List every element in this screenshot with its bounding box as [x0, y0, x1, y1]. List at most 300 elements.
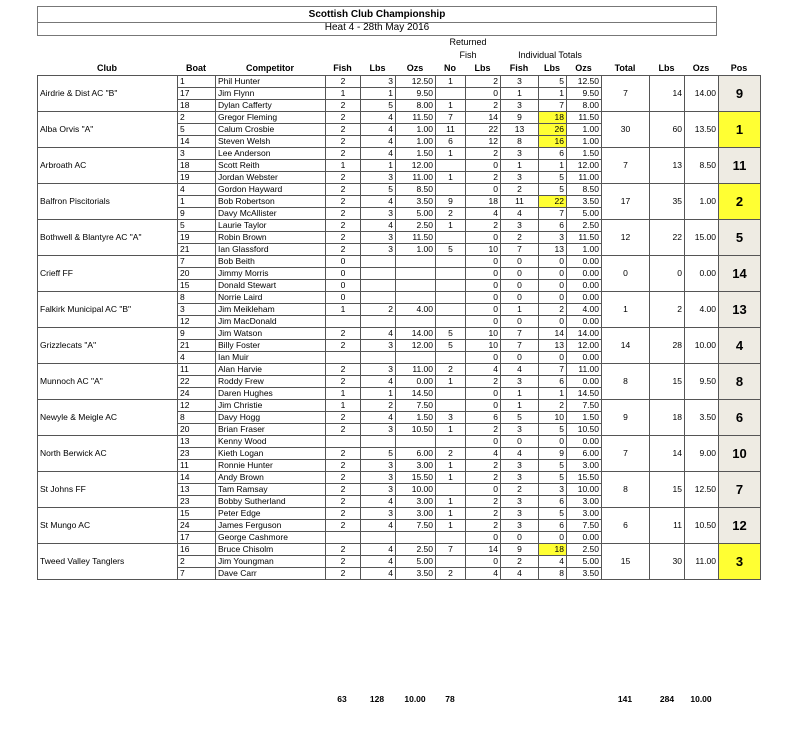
grand-total-tozs: 10.00: [690, 694, 712, 704]
club-position: 4: [719, 328, 761, 364]
weight-lbs: 4: [361, 112, 396, 124]
individual-fish: 1: [501, 388, 539, 400]
boat-number: 13: [178, 484, 216, 496]
weight-ozs: 3.50: [396, 196, 436, 208]
header-total-lbs: Lbs: [658, 63, 675, 73]
individual-ozs: 0.00: [567, 292, 602, 304]
club-total-lbs: 14: [650, 76, 685, 112]
individual-lbs: 0: [539, 532, 567, 544]
returned-no: 6: [436, 136, 466, 148]
individual-lbs: 0: [539, 436, 567, 448]
individual-ozs: 0.00: [567, 352, 602, 364]
individual-lbs: 5: [539, 76, 567, 88]
boat-number: 3: [178, 304, 216, 316]
club-name: Bothwell & Blantyre AC "A": [38, 220, 178, 256]
competitor-name: Davy Hogg: [216, 412, 326, 424]
club-position: 12: [719, 508, 761, 544]
individual-ozs: 5.00: [567, 208, 602, 220]
individual-ozs: 0.00: [567, 256, 602, 268]
individual-fish: 1: [501, 304, 539, 316]
individual-lbs: 22: [539, 196, 567, 208]
competitor-name: Jordan Webster: [216, 172, 326, 184]
page-title: Scottish Club Championship: [37, 6, 717, 23]
returned-lbs: 2: [466, 172, 501, 184]
weight-ozs: 10.00: [396, 484, 436, 496]
weight-ozs: 3.00: [396, 508, 436, 520]
individual-ozs: 1.00: [567, 136, 602, 148]
fish-count: 2: [326, 484, 361, 496]
boat-number: 2: [178, 556, 216, 568]
returned-no: 9: [436, 196, 466, 208]
individual-ozs: 0.00: [567, 532, 602, 544]
club-total-ozs: 1.00: [685, 184, 719, 220]
club-total: 15: [602, 544, 650, 580]
individual-lbs: 7: [539, 100, 567, 112]
fish-count: 2: [326, 244, 361, 256]
boat-number: 19: [178, 232, 216, 244]
individual-ozs: 11.50: [567, 112, 602, 124]
individual-ozs: 10.00: [567, 484, 602, 496]
grand-total-fish: 63: [337, 694, 347, 704]
fish-count: 2: [326, 556, 361, 568]
returned-lbs: 2: [466, 520, 501, 532]
individual-ozs: 14.00: [567, 328, 602, 340]
header-competitor: Competitor: [246, 63, 294, 73]
competitor-name: Scott Reith: [216, 160, 326, 172]
club-total-ozs: 15.00: [685, 220, 719, 256]
club-total: 14: [602, 328, 650, 364]
individual-ozs: 2.50: [567, 220, 602, 232]
weight-lbs: 3: [361, 472, 396, 484]
club-total-ozs: 9.50: [685, 364, 719, 400]
weight-ozs: 11.00: [396, 364, 436, 376]
individual-lbs: 5: [539, 184, 567, 196]
weight-ozs: 11.50: [396, 232, 436, 244]
individual-lbs: 1: [539, 160, 567, 172]
boat-number: 20: [178, 268, 216, 280]
individual-lbs: 0: [539, 316, 567, 328]
table-row: [38, 328, 761, 340]
boat-number: 24: [178, 520, 216, 532]
club-total-lbs: 2: [650, 292, 685, 328]
fish-count: 2: [326, 496, 361, 508]
weight-ozs: 10.50: [396, 424, 436, 436]
boat-number: 4: [178, 352, 216, 364]
weight-lbs: 4: [361, 148, 396, 160]
returned-no: [436, 556, 466, 568]
returned-lbs: 2: [466, 76, 501, 88]
individual-fish: 3: [501, 472, 539, 484]
competitor-name: Davy McAllister: [216, 208, 326, 220]
header-lbs: Lbs: [369, 63, 386, 73]
competitor-name: Ian Muir: [216, 352, 326, 364]
individual-ozs: 1.50: [567, 148, 602, 160]
returned-lbs: 2: [466, 424, 501, 436]
competitor-name: Jim Watson: [216, 328, 326, 340]
weight-lbs: 4: [361, 220, 396, 232]
individual-ozs: 7.50: [567, 400, 602, 412]
weight-ozs: 9.50: [396, 88, 436, 100]
weight-ozs: 7.50: [396, 520, 436, 532]
competitor-name: Jim Flynn: [216, 88, 326, 100]
fish-count: 2: [326, 208, 361, 220]
individual-ozs: 5.00: [567, 556, 602, 568]
club-total-lbs: 35: [650, 184, 685, 220]
header-ind-lbs: Lbs: [543, 63, 560, 73]
returned-lbs: 0: [466, 352, 501, 364]
weight-lbs: 4: [361, 544, 396, 556]
weight-lbs: 2: [361, 400, 396, 412]
returned-no: 1: [436, 172, 466, 184]
boat-number: 9: [178, 328, 216, 340]
fish-count: 2: [326, 508, 361, 520]
boat-number: 13: [178, 436, 216, 448]
returned-no: 1: [436, 472, 466, 484]
individual-ozs: 14.50: [567, 388, 602, 400]
weight-ozs: [396, 352, 436, 364]
fish-count: 2: [326, 112, 361, 124]
club-total-ozs: 10.00: [685, 328, 719, 364]
individual-lbs: 2: [539, 400, 567, 412]
competitor-name: Dave Carr: [216, 568, 326, 580]
returned-no: 5: [436, 244, 466, 256]
weight-lbs: 3: [361, 424, 396, 436]
returned-no: 1: [436, 76, 466, 88]
returned-no: 5: [436, 340, 466, 352]
club-name: North Berwick AC: [38, 436, 178, 472]
individual-lbs: 6: [539, 148, 567, 160]
fish-count: 2: [326, 100, 361, 112]
individual-lbs: 26: [539, 124, 567, 136]
competitor-name: Brian Fraser: [216, 424, 326, 436]
weight-lbs: 2: [361, 304, 396, 316]
returned-no: 7: [436, 112, 466, 124]
returned-no: [436, 388, 466, 400]
boat-number: 8: [178, 412, 216, 424]
boat-number: 24: [178, 388, 216, 400]
boat-number: 20: [178, 424, 216, 436]
individual-fish: 3: [501, 172, 539, 184]
individual-fish: 2: [501, 184, 539, 196]
individual-ozs: 4.00: [567, 304, 602, 316]
returned-lbs: 18: [466, 196, 501, 208]
weight-ozs: 14.00: [396, 328, 436, 340]
competitor-name: Ronnie Hunter: [216, 460, 326, 472]
weight-ozs: 1.50: [396, 148, 436, 160]
returned-lbs: 0: [466, 160, 501, 172]
returned-lbs: 0: [466, 436, 501, 448]
returned-no: 1: [436, 496, 466, 508]
individual-fish: 1: [501, 400, 539, 412]
weight-ozs: 2.50: [396, 544, 436, 556]
individual-ozs: 11.00: [567, 172, 602, 184]
individual-fish: 2: [501, 232, 539, 244]
weight-ozs: 11.50: [396, 112, 436, 124]
club-name: Falkirk Municipal AC "B": [38, 292, 178, 328]
club-position: 6: [719, 400, 761, 436]
individual-ozs: 12.00: [567, 160, 602, 172]
individual-fish: 0: [501, 256, 539, 268]
returned-no: [436, 88, 466, 100]
club-total: 30: [602, 112, 650, 148]
boat-number: 9: [178, 208, 216, 220]
weight-ozs: 3.00: [396, 496, 436, 508]
club-total-ozs: 8.50: [685, 148, 719, 184]
header-returned-fish: Fish: [459, 50, 477, 60]
boat-number: 7: [178, 568, 216, 580]
weight-ozs: [396, 292, 436, 304]
club-name: St Johns FF: [38, 472, 178, 508]
fish-count: 2: [326, 544, 361, 556]
weight-lbs: [361, 256, 396, 268]
individual-ozs: 10.50: [567, 424, 602, 436]
individual-ozs: 2.50: [567, 544, 602, 556]
club-position: 1: [719, 112, 761, 148]
individual-fish: 8: [501, 136, 539, 148]
individual-ozs: 9.50: [567, 88, 602, 100]
returned-no: [436, 256, 466, 268]
header-ind-ozs: Ozs: [575, 63, 592, 73]
club-position: 3: [719, 544, 761, 580]
fish-count: 2: [326, 448, 361, 460]
weight-ozs: 5.00: [396, 556, 436, 568]
individual-lbs: 1: [539, 88, 567, 100]
competitor-name: Jim Meikleham: [216, 304, 326, 316]
header-club: Club: [97, 63, 117, 73]
individual-lbs: 16: [539, 136, 567, 148]
individual-fish: 4: [501, 208, 539, 220]
returned-no: 3: [436, 412, 466, 424]
boat-number: 5: [178, 124, 216, 136]
individual-ozs: 1.50: [567, 412, 602, 424]
club-position: 13: [719, 292, 761, 328]
weight-ozs: 1.00: [396, 244, 436, 256]
weight-lbs: 5: [361, 184, 396, 196]
boat-number: 11: [178, 460, 216, 472]
returned-lbs: 6: [466, 412, 501, 424]
header-ind-fish: Fish: [509, 63, 529, 73]
returned-lbs: 0: [466, 232, 501, 244]
individual-lbs: 8: [539, 568, 567, 580]
individual-lbs: 3: [539, 484, 567, 496]
fish-count: 0: [326, 292, 361, 304]
returned-no: [436, 304, 466, 316]
returned-no: 1: [436, 520, 466, 532]
individual-fish: 3: [501, 100, 539, 112]
club-position: 7: [719, 472, 761, 508]
boat-number: 21: [178, 340, 216, 352]
table-row: [38, 400, 761, 412]
grand-total-total: 141: [617, 694, 633, 704]
individual-fish: 0: [501, 532, 539, 544]
boat-number: 11: [178, 364, 216, 376]
individual-fish: 3: [501, 520, 539, 532]
returned-lbs: 0: [466, 292, 501, 304]
returned-no: 5: [436, 328, 466, 340]
club-total-ozs: 3.50: [685, 400, 719, 436]
individual-fish: 3: [501, 76, 539, 88]
returned-lbs: 2: [466, 148, 501, 160]
boat-number: 16: [178, 544, 216, 556]
individual-lbs: 18: [539, 544, 567, 556]
individual-ozs: 6.00: [567, 448, 602, 460]
table-row: [38, 148, 761, 160]
club-total-ozs: 13.50: [685, 112, 719, 148]
individual-fish: 2: [501, 556, 539, 568]
individual-lbs: 6: [539, 520, 567, 532]
boat-number: 12: [178, 400, 216, 412]
club-total: 0: [602, 256, 650, 292]
individual-ozs: 8.00: [567, 100, 602, 112]
page-subtitle: Heat 4 - 28th May 2016: [37, 21, 717, 36]
boat-number: 5: [178, 220, 216, 232]
competitor-name: Donald Stewart: [216, 280, 326, 292]
returned-lbs: 2: [466, 220, 501, 232]
returned-lbs: 0: [466, 400, 501, 412]
fish-count: 2: [326, 172, 361, 184]
weight-lbs: 4: [361, 556, 396, 568]
boat-number: 19: [178, 172, 216, 184]
returned-no: 1: [436, 148, 466, 160]
individual-fish: 7: [501, 340, 539, 352]
weight-ozs: 1.00: [396, 124, 436, 136]
club-total-lbs: 15: [650, 472, 685, 508]
competitor-name: Dylan Cafferty: [216, 100, 326, 112]
club-total-ozs: 0.00: [685, 256, 719, 292]
fish-count: 2: [326, 232, 361, 244]
competitor-name: Gregor Fleming: [216, 112, 326, 124]
header-ozs: Ozs: [406, 63, 424, 73]
grand-total-lbs: 128: [369, 694, 385, 704]
competitor-name: Steven Welsh: [216, 136, 326, 148]
club-total: 7: [602, 436, 650, 472]
weight-lbs: 3: [361, 76, 396, 88]
individual-fish: 0: [501, 436, 539, 448]
club-name: Airdrie & Dist AC "B": [38, 76, 178, 112]
weight-lbs: [361, 436, 396, 448]
fish-count: 2: [326, 568, 361, 580]
individual-fish: 3: [501, 496, 539, 508]
fish-count: [326, 532, 361, 544]
weight-lbs: [361, 280, 396, 292]
fish-count: 2: [326, 136, 361, 148]
fish-count: [326, 316, 361, 328]
boat-number: 3: [178, 148, 216, 160]
individual-lbs: 0: [539, 280, 567, 292]
individual-ozs: 1.00: [567, 124, 602, 136]
weight-lbs: 3: [361, 244, 396, 256]
club-total-ozs: 12.50: [685, 472, 719, 508]
returned-lbs: 22: [466, 124, 501, 136]
competitor-name: Bob Beith: [216, 256, 326, 268]
boat-number: 17: [178, 88, 216, 100]
individual-lbs: 5: [539, 472, 567, 484]
weight-lbs: 4: [361, 568, 396, 580]
returned-lbs: 12: [466, 136, 501, 148]
fish-count: 0: [326, 256, 361, 268]
returned-no: [436, 532, 466, 544]
club-total-lbs: 14: [650, 436, 685, 472]
weight-ozs: 1.50: [396, 412, 436, 424]
individual-lbs: 14: [539, 328, 567, 340]
fish-count: 2: [326, 76, 361, 88]
fish-count: 1: [326, 160, 361, 172]
competitor-name: Tam Ramsay: [216, 484, 326, 496]
individual-fish: 0: [501, 352, 539, 364]
individual-fish: 13: [501, 124, 539, 136]
individual-ozs: 11.00: [567, 364, 602, 376]
individual-ozs: 3.50: [567, 568, 602, 580]
returned-no: [436, 400, 466, 412]
returned-lbs: 4: [466, 448, 501, 460]
table-row: [38, 544, 761, 556]
returned-no: 2: [436, 568, 466, 580]
competitor-name: James Ferguson: [216, 520, 326, 532]
fish-count: 1: [326, 88, 361, 100]
fish-count: 2: [326, 328, 361, 340]
fish-count: [326, 436, 361, 448]
fish-count: 2: [326, 196, 361, 208]
boat-number: 23: [178, 496, 216, 508]
returned-lbs: 0: [466, 532, 501, 544]
weight-ozs: 14.50: [396, 388, 436, 400]
individual-lbs: 13: [539, 340, 567, 352]
individual-fish: 4: [501, 448, 539, 460]
returned-no: 1: [436, 508, 466, 520]
club-name: Newyle & Meigle AC: [38, 400, 178, 436]
individual-ozs: 3.50: [567, 196, 602, 208]
club-position: 14: [719, 256, 761, 292]
club-total: 7: [602, 148, 650, 184]
weight-lbs: [361, 532, 396, 544]
weight-ozs: 11.00: [396, 172, 436, 184]
individual-lbs: 7: [539, 208, 567, 220]
individual-ozs: 15.50: [567, 472, 602, 484]
fish-count: 2: [326, 124, 361, 136]
club-total: 8: [602, 364, 650, 400]
weight-ozs: 6.00: [396, 448, 436, 460]
competitor-name: Gordon Hayward: [216, 184, 326, 196]
competitor-name: Robin Brown: [216, 232, 326, 244]
grand-total-ozs: 10.00: [404, 694, 426, 704]
individual-fish: 3: [501, 460, 539, 472]
weight-ozs: 12.50: [396, 76, 436, 88]
returned-no: 1: [436, 376, 466, 388]
returned-lbs: 4: [466, 208, 501, 220]
returned-no: 2: [436, 448, 466, 460]
boat-number: 21: [178, 244, 216, 256]
returned-lbs: 2: [466, 376, 501, 388]
competitor-name: Kenny Wood: [216, 436, 326, 448]
weight-lbs: 4: [361, 520, 396, 532]
competitor-name: Ian Glassford: [216, 244, 326, 256]
club-total: 9: [602, 400, 650, 436]
fish-count: 2: [326, 364, 361, 376]
individual-fish: 3: [501, 508, 539, 520]
competitor-name: Jimmy Morris: [216, 268, 326, 280]
returned-no: [436, 280, 466, 292]
weight-ozs: 4.00: [396, 304, 436, 316]
header-fish: Fish: [333, 63, 352, 73]
competitor-name: Jim Youngman: [216, 556, 326, 568]
individual-fish: 3: [501, 220, 539, 232]
weight-lbs: 1: [361, 88, 396, 100]
club-name: Tweed Valley Tanglers: [38, 544, 178, 580]
weight-ozs: 8.00: [396, 100, 436, 112]
individual-ozs: 12.00: [567, 340, 602, 352]
returned-lbs: 2: [466, 496, 501, 508]
weight-lbs: [361, 316, 396, 328]
